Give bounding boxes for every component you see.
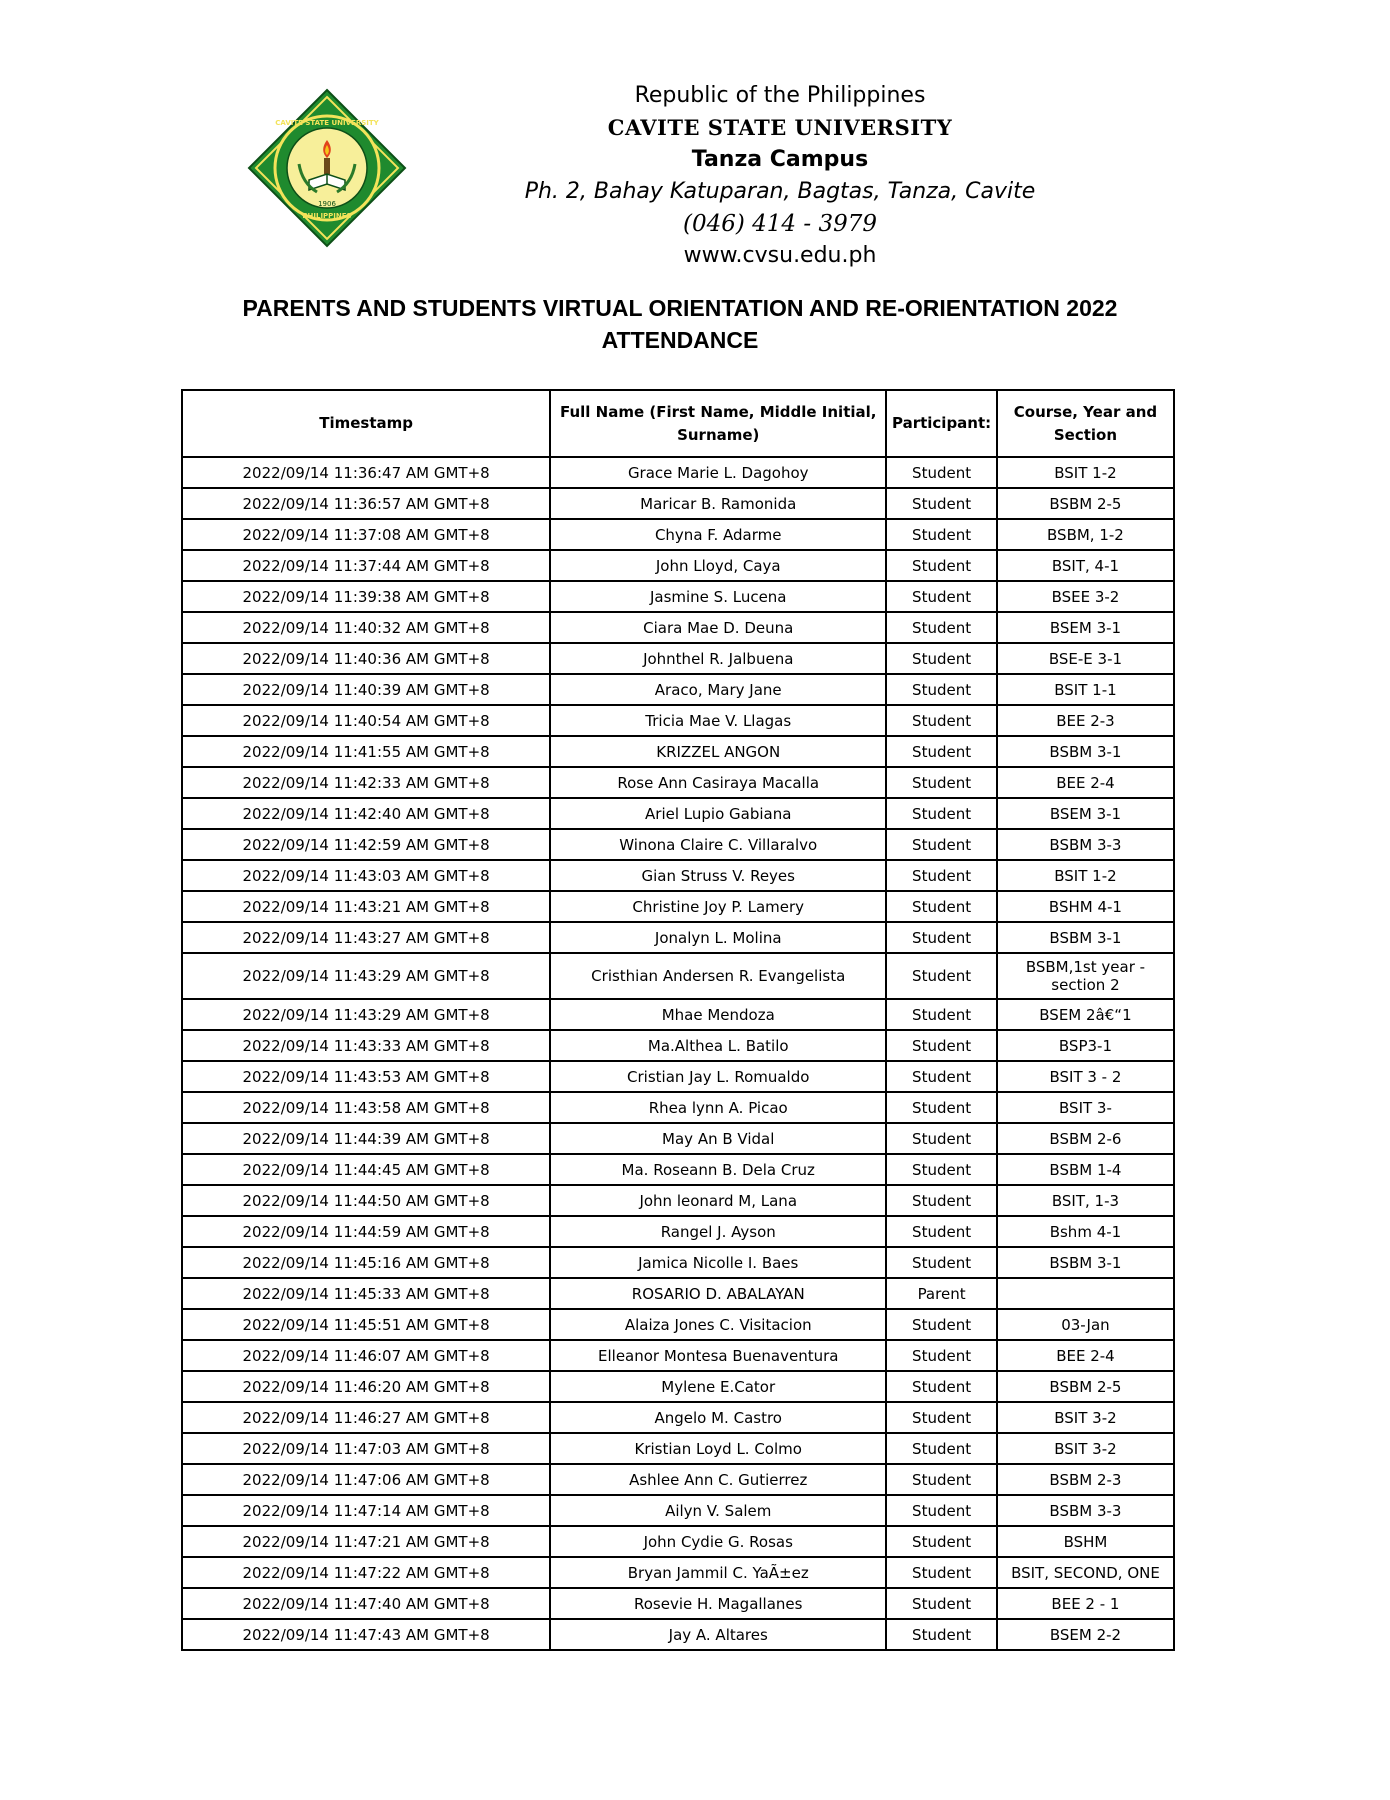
cell-participant: Student [886,612,997,643]
table-row [182,1495,1174,1526]
cell-participant: Student [886,643,997,674]
table-row [182,457,1174,488]
header-course: Course, Year and Section [997,390,1174,457]
cell-timestamp: 2022/09/14 11:43:21 AM GMT+8 [182,891,550,922]
seal-year-text: 1906 [318,200,336,208]
cell-participant: Student [886,674,997,705]
table-row [182,953,1174,999]
table-row [182,798,1174,829]
cell-participant: Student [886,1123,997,1154]
table-row [182,1154,1174,1185]
cell-participant: Student [886,1185,997,1216]
cell-course: BSBM,1st year -section 2 [997,953,1174,999]
cell-course: BSIT 3-2 [997,1402,1174,1433]
cell-participant: Student [886,736,997,767]
table-row [182,550,1174,581]
campus-name: Tanza Campus [691,147,869,172]
table-row [182,643,1174,674]
cell-participant: Student [886,1061,997,1092]
cell-timestamp: 2022/09/14 11:39:38 AM GMT+8 [182,581,550,612]
cell-course: BEE 2-4 [997,767,1174,798]
cell-course: BSBM 3-1 [997,1247,1174,1278]
cell-full-name: Elleanor Montesa Buenaventura [550,1340,886,1371]
cell-full-name: Bryan Jammil C. YaÃ±ez [550,1557,886,1588]
cell-course: BSBM 2-6 [997,1123,1174,1154]
cell-participant: Student [886,1154,997,1185]
cell-full-name: Winona Claire C. Villaralvo [550,829,886,860]
cell-timestamp: 2022/09/14 11:36:57 AM GMT+8 [182,488,550,519]
title-line-2: ATTENDANCE [601,327,759,353]
cell-course: BEE 2-3 [997,705,1174,736]
table-row [182,1309,1174,1340]
cell-participant: Student [886,1433,997,1464]
table-row [182,1557,1174,1588]
cell-course: BSEM 2-2 [997,1619,1174,1650]
cell-timestamp: 2022/09/14 11:46:20 AM GMT+8 [182,1371,550,1402]
cell-participant: Student [886,1464,997,1495]
cell-course: BEE 2 - 1 [997,1588,1174,1619]
cell-full-name: Alaiza Jones C. Visitacion [550,1309,886,1340]
cell-timestamp: 2022/09/14 11:46:07 AM GMT+8 [182,1340,550,1371]
table-row [182,1526,1174,1557]
cell-timestamp: 2022/09/14 11:46:27 AM GMT+8 [182,1402,550,1433]
cell-full-name: May An B Vidal [550,1123,886,1154]
cell-participant: Student [886,1402,997,1433]
cell-full-name: John Cydie G. Rosas [550,1526,886,1557]
cell-course: BSIT 1-1 [997,674,1174,705]
cell-participant: Student [886,705,997,736]
cell-timestamp: 2022/09/14 11:43:29 AM GMT+8 [182,999,550,1030]
cell-participant: Student [886,953,997,999]
table-header-row [182,390,1174,457]
cell-course [997,1278,1174,1309]
cell-course: BEE 2-4 [997,1340,1174,1371]
cell-timestamp: 2022/09/14 11:47:21 AM GMT+8 [182,1526,550,1557]
cell-course: BSIT, 4-1 [997,550,1174,581]
cell-participant: Student [886,550,997,581]
cell-timestamp: 2022/09/14 11:47:06 AM GMT+8 [182,1464,550,1495]
cell-course: BSBM 2-5 [997,1371,1174,1402]
cell-full-name: Jay A. Altares [550,1619,886,1650]
cell-full-name: Angelo M. Castro [550,1402,886,1433]
cell-timestamp: 2022/09/14 11:43:33 AM GMT+8 [182,1030,550,1061]
cell-timestamp: 2022/09/14 11:43:03 AM GMT+8 [182,860,550,891]
cell-full-name: Rose Ann Casiraya Macalla [550,767,886,798]
letterhead-text [380,80,1180,272]
cell-full-name: Christine Joy P. Lamery [550,891,886,922]
cell-full-name: Ailyn V. Salem [550,1495,886,1526]
seal-bottom-text: PHILIPPINES [302,212,352,220]
cell-full-name: Mylene E.Cator [550,1371,886,1402]
cell-timestamp: 2022/09/14 11:40:32 AM GMT+8 [182,612,550,643]
cell-participant: Student [886,1371,997,1402]
cell-timestamp: 2022/09/14 11:41:55 AM GMT+8 [182,736,550,767]
cell-course: 03-Jan [997,1309,1174,1340]
table-row [182,705,1174,736]
cell-timestamp: 2022/09/14 11:44:50 AM GMT+8 [182,1185,550,1216]
cell-course: BSBM 2-5 [997,488,1174,519]
cell-timestamp: 2022/09/14 11:42:40 AM GMT+8 [182,798,550,829]
cell-participant: Student [886,891,997,922]
cell-timestamp: 2022/09/14 11:47:43 AM GMT+8 [182,1619,550,1650]
cell-timestamp: 2022/09/14 11:47:22 AM GMT+8 [182,1557,550,1588]
cell-timestamp: 2022/09/14 11:45:51 AM GMT+8 [182,1309,550,1340]
cell-course: BSBM 1-4 [997,1154,1174,1185]
cell-full-name: Ma.Althea L. Batilo [550,1030,886,1061]
cell-course: BSBM 3-1 [997,922,1174,953]
cell-participant: Student [886,1216,997,1247]
cell-timestamp: 2022/09/14 11:42:59 AM GMT+8 [182,829,550,860]
cell-full-name: Rosevie H. Magallanes [550,1588,886,1619]
cell-course: BSEM 3-1 [997,798,1174,829]
cell-course: BSE-E 3-1 [997,643,1174,674]
cell-course: BSIT, SECOND, ONE [997,1557,1174,1588]
cell-participant: Student [886,1495,997,1526]
cell-full-name: Gian Struss V. Reyes [550,860,886,891]
cell-full-name: Ashlee Ann C. Gutierrez [550,1464,886,1495]
cell-full-name: Maricar B. Ramonida [550,488,886,519]
cell-full-name: Araco, Mary Jane [550,674,886,705]
document-title [0,292,1360,356]
cell-full-name: KRIZZEL ANGON [550,736,886,767]
cell-participant: Student [886,488,997,519]
table-row [182,1371,1174,1402]
cell-participant: Student [886,798,997,829]
table-row [182,1340,1174,1371]
cell-course: BSBM 2-3 [997,1464,1174,1495]
cell-full-name: Cristian Jay L. Romualdo [550,1061,886,1092]
cell-timestamp: 2022/09/14 11:44:39 AM GMT+8 [182,1123,550,1154]
header-participant: Participant: [886,390,997,457]
table-row [182,999,1174,1030]
cell-participant: Student [886,1030,997,1061]
cell-full-name: Jamica Nicolle I. Baes [550,1247,886,1278]
table-row [182,1619,1174,1650]
cell-timestamp: 2022/09/14 11:43:29 AM GMT+8 [182,953,550,999]
table-row [182,612,1174,643]
table-row [182,767,1174,798]
cell-full-name: Jasmine S. Lucena [550,581,886,612]
cell-full-name: Tricia Mae V. Llagas [550,705,886,736]
cell-timestamp: 2022/09/14 11:47:14 AM GMT+8 [182,1495,550,1526]
letterhead [0,80,1390,280]
table-row [182,581,1174,612]
cell-course: BSIT, 1-3 [997,1185,1174,1216]
cell-timestamp: 2022/09/14 11:40:54 AM GMT+8 [182,705,550,736]
table-row [182,519,1174,550]
seal-top-text: CAVITE STATE UNIVERSITY [275,119,379,127]
cell-full-name: John Lloyd, Caya [550,550,886,581]
cell-course: BSBM 3-3 [997,1495,1174,1526]
cell-course: BSIT 1-2 [997,860,1174,891]
campus-phone: (046) 414 - 3979 [683,211,877,237]
cell-participant: Student [886,1588,997,1619]
cell-participant: Student [886,860,997,891]
cell-timestamp: 2022/09/14 11:42:33 AM GMT+8 [182,767,550,798]
cell-course: BSEE 3-2 [997,581,1174,612]
cell-timestamp: 2022/09/14 11:43:58 AM GMT+8 [182,1092,550,1123]
table-row [182,674,1174,705]
header-timestamp: Timestamp [182,390,550,457]
table-row [182,860,1174,891]
cell-course: BSHM 4-1 [997,891,1174,922]
cell-participant: Student [886,581,997,612]
cell-participant: Student [886,1309,997,1340]
cell-timestamp: 2022/09/14 11:40:36 AM GMT+8 [182,643,550,674]
cell-full-name: Chyna F. Adarme [550,519,886,550]
cell-course: BSBM 3-1 [997,736,1174,767]
campus-address: Ph. 2, Bahay Katuparan, Bagtas, Tanza, Cavite [524,179,1036,204]
cell-full-name: Grace Marie L. Dagohoy [550,457,886,488]
cell-participant: Student [886,1092,997,1123]
cell-full-name: Ciara Mae D. Deuna [550,612,886,643]
cell-course: BSIT 3- [997,1092,1174,1123]
cell-timestamp: 2022/09/14 11:44:59 AM GMT+8 [182,1216,550,1247]
cell-timestamp: 2022/09/14 11:37:08 AM GMT+8 [182,519,550,550]
cell-course: BSP3-1 [997,1030,1174,1061]
cell-participant: Student [886,1247,997,1278]
cell-participant: Student [886,1526,997,1557]
header-full-name: Full Name (First Name, Middle Initial, Surname) [550,390,886,457]
cell-timestamp: 2022/09/14 11:47:40 AM GMT+8 [182,1588,550,1619]
cell-full-name: Kristian Loyd L. Colmo [550,1433,886,1464]
cell-participant: Student [886,999,997,1030]
attendance-table [181,389,1175,1651]
university-name: CAVITE STATE UNIVERSITY [607,115,953,140]
cell-timestamp: 2022/09/14 11:44:45 AM GMT+8 [182,1154,550,1185]
cell-participant: Student [886,767,997,798]
table-row [182,1278,1174,1309]
cell-course: BSBM, 1-2 [997,519,1174,550]
cell-timestamp: 2022/09/14 11:36:47 AM GMT+8 [182,457,550,488]
table-row [182,891,1174,922]
cell-course: Bshm 4-1 [997,1216,1174,1247]
cell-course: BSIT 3 - 2 [997,1061,1174,1092]
cell-timestamp: 2022/09/14 11:45:33 AM GMT+8 [182,1278,550,1309]
cell-participant: Student [886,1619,997,1650]
cell-full-name: Rangel J. Ayson [550,1216,886,1247]
cell-timestamp: 2022/09/14 11:40:39 AM GMT+8 [182,674,550,705]
cell-participant: Student [886,457,997,488]
cell-participant: Parent [886,1278,997,1309]
table-row [182,922,1174,953]
republic-line: Republic of the Philippines [634,83,926,108]
table-row [182,1030,1174,1061]
table-row [182,1464,1174,1495]
table-row [182,1061,1174,1092]
table-row [182,1588,1174,1619]
cell-course: BSBM 3-3 [997,829,1174,860]
cell-course: BSIT 1-2 [997,457,1174,488]
table-row [182,829,1174,860]
cell-participant: Student [886,1340,997,1371]
cell-full-name: Ma. Roseann B. Dela Cruz [550,1154,886,1185]
cell-course: BSEM 2â€“1 [997,999,1174,1030]
cell-full-name: Cristhian Andersen R. Evangelista [550,953,886,999]
cell-timestamp: 2022/09/14 11:43:53 AM GMT+8 [182,1061,550,1092]
cell-full-name: Johnthel R. Jalbuena [550,643,886,674]
cell-participant: Student [886,829,997,860]
table-row [182,1433,1174,1464]
table-row [182,1402,1174,1433]
table-row [182,736,1174,767]
table-row [182,1123,1174,1154]
cell-full-name: Mhae Mendoza [550,999,886,1030]
cell-participant: Student [886,519,997,550]
attendance-rows [182,457,1174,1650]
table-row [182,1216,1174,1247]
cell-timestamp: 2022/09/14 11:43:27 AM GMT+8 [182,922,550,953]
cell-participant: Student [886,1557,997,1588]
cell-full-name: Jonalyn L. Molina [550,922,886,953]
cell-course: BSHM [997,1526,1174,1557]
cell-full-name: ROSARIO D. ABALAYAN [550,1278,886,1309]
table-row [182,1185,1174,1216]
cell-full-name: John leonard M, Lana [550,1185,886,1216]
cell-timestamp: 2022/09/14 11:45:16 AM GMT+8 [182,1247,550,1278]
table-row [182,1092,1174,1123]
table-row [182,488,1174,519]
cell-full-name: Ariel Lupio Gabiana [550,798,886,829]
university-website: www.cvsu.edu.ph [683,243,877,268]
cell-timestamp: 2022/09/14 11:37:44 AM GMT+8 [182,550,550,581]
cell-full-name: Rhea lynn A. Picao [550,1092,886,1123]
title-line-1: PARENTS AND STUDENTS VIRTUAL ORIENTATION AND RE-ORIENTATION 2022 [242,295,1118,321]
cell-course: BSIT 3-2 [997,1433,1174,1464]
cell-participant: Student [886,922,997,953]
table-row [182,1247,1174,1278]
cell-timestamp: 2022/09/14 11:47:03 AM GMT+8 [182,1433,550,1464]
cell-course: BSEM 3-1 [997,612,1174,643]
